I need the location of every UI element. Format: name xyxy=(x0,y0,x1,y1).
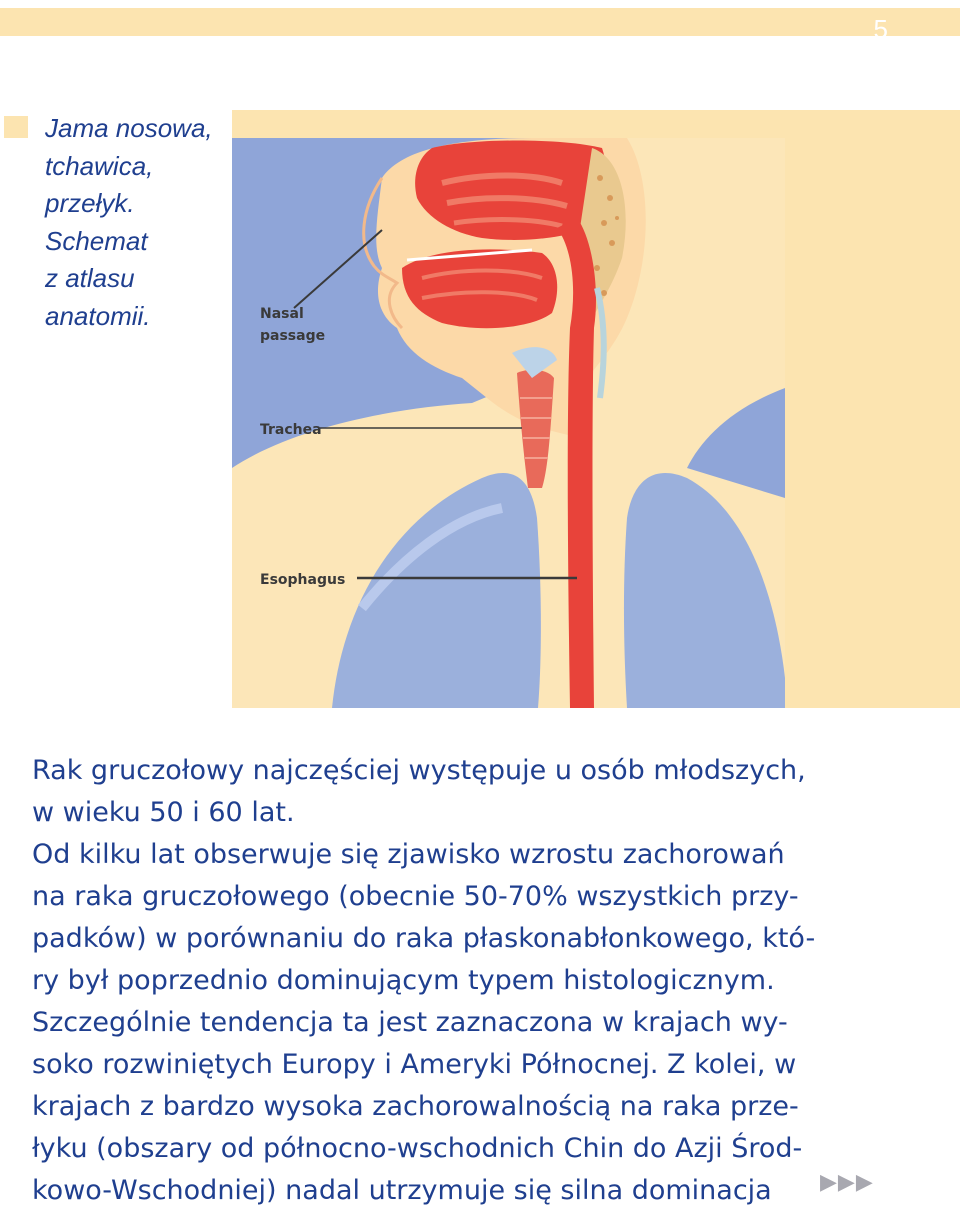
page-number: 5 xyxy=(873,14,888,44)
caption-line: anatomii. xyxy=(45,300,151,331)
body-text xyxy=(32,750,816,1212)
text-line: soko rozwiniętych Europy i Ameryki Północnej. Z kolei, w xyxy=(32,1049,797,1080)
header-band xyxy=(0,8,960,44)
caption-line: Schemat xyxy=(45,225,148,256)
text-line: krajach z bardzo wysoka zachorowalnością na raka prze- xyxy=(32,1091,799,1122)
figure-caption xyxy=(45,110,225,335)
anatomy-illustration xyxy=(232,138,785,708)
caption-line: tchawica, xyxy=(45,150,154,181)
label-trachea: Trachea xyxy=(260,422,322,438)
text-line: Szczególnie tendencja ta jest zaznaczona w krajach wy- xyxy=(32,1007,788,1038)
text-line: padków) w porównaniu do raka płaskonabłonkowego, któ- xyxy=(32,923,816,954)
text-line: Od kilku lat obserwuje się zjawisko wzrostu zachorowań xyxy=(32,839,785,870)
caption-line: z atlasu xyxy=(45,263,135,293)
label-passage: passage xyxy=(260,328,326,344)
caption-line: Jama nosowa, xyxy=(45,113,213,143)
text-line: ry był poprzednio dominującym typem histologicznym. xyxy=(32,965,775,996)
caption-marker xyxy=(4,116,28,138)
caption-line: przełyk. xyxy=(45,188,135,218)
text-line: w wieku 50 i 60 lat. xyxy=(32,797,295,828)
text-line: Rak gruczołowy najczęściej występuje u osób młodszych, xyxy=(32,755,806,786)
next-page-arrows[interactable]: ▶▶▶ xyxy=(820,1170,874,1195)
label-esophagus: Esophagus xyxy=(260,572,346,588)
text-line: łyku (obszary od północno-wschodnich Chin do Azji Środ- xyxy=(32,1133,803,1164)
label-nasal: Nasal xyxy=(260,306,304,322)
text-line: na raka gruczołowego (obecnie 50-70% wszystkich przy- xyxy=(32,881,799,912)
text-line: kowo-Wschodniej) nadal utrzymuje się silna dominacja xyxy=(32,1175,772,1206)
